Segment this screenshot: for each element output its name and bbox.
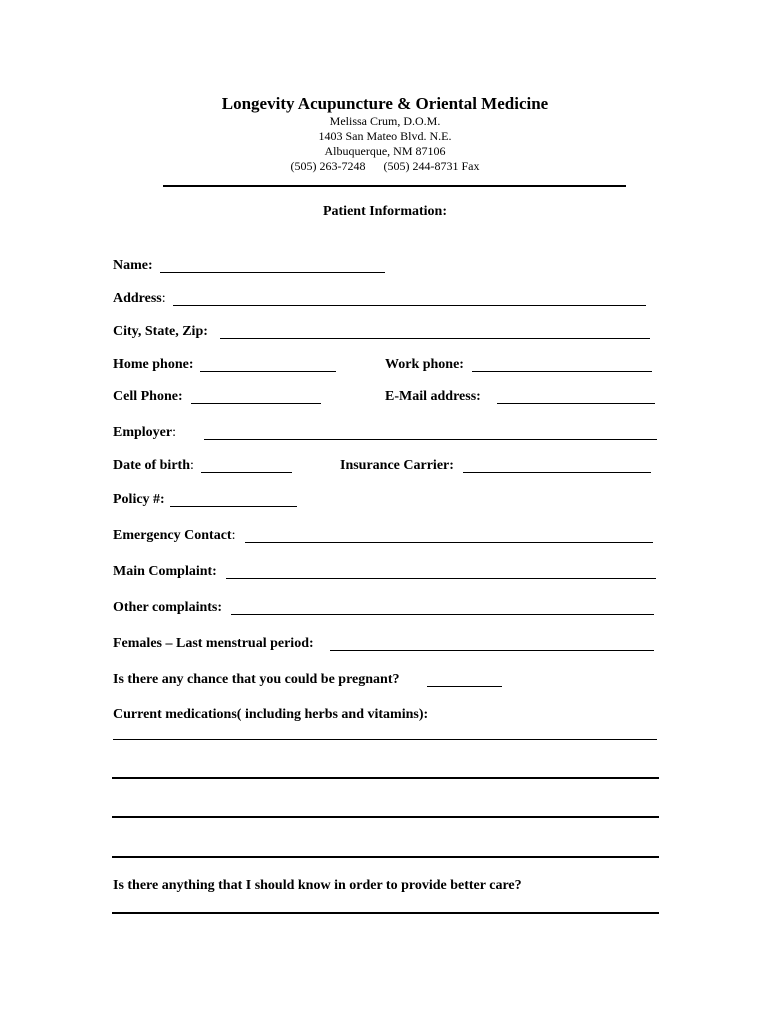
work-phone-field[interactable] bbox=[472, 371, 652, 372]
insurance-label: Insurance Carrier: bbox=[340, 458, 454, 473]
better-care-line[interactable] bbox=[112, 912, 659, 914]
pregnancy-question: Is there any chance that you could be pregnant? bbox=[113, 672, 400, 687]
fax-number: (505) 244-8731 Fax bbox=[383, 159, 480, 173]
header-divider bbox=[163, 185, 626, 187]
emergency-contact-field[interactable] bbox=[245, 542, 653, 543]
dob-label: Date of birth: bbox=[113, 458, 194, 473]
city-line: Albuquerque, NM 87106 bbox=[324, 144, 446, 158]
dob-field[interactable] bbox=[201, 472, 292, 473]
cell-phone-field[interactable] bbox=[191, 403, 321, 404]
insurance-field[interactable] bbox=[463, 472, 651, 473]
home-phone-label: Home phone: bbox=[113, 357, 194, 372]
phone-line bbox=[0, 159, 770, 174]
medications-line-3[interactable] bbox=[112, 816, 659, 818]
medications-line-1[interactable] bbox=[113, 739, 657, 740]
other-complaints-field[interactable] bbox=[231, 614, 654, 615]
section-title: Patient Information: bbox=[322, 204, 448, 219]
name-label: Name: bbox=[113, 258, 153, 273]
policy-field[interactable] bbox=[170, 506, 297, 507]
address-label: Address: bbox=[113, 291, 166, 306]
cell-phone-label: Cell Phone: bbox=[113, 389, 183, 404]
pregnancy-answer-field[interactable] bbox=[427, 686, 502, 687]
employer-field[interactable] bbox=[204, 439, 657, 440]
main-complaint-field[interactable] bbox=[226, 578, 656, 579]
lmp-label: Females – Last menstrual period: bbox=[113, 636, 314, 651]
email-label: E-Mail address: bbox=[385, 389, 481, 404]
city-state-zip-field[interactable] bbox=[220, 338, 650, 339]
practice-name: Longevity Acupuncture & Oriental Medicine bbox=[221, 94, 549, 113]
lmp-field[interactable] bbox=[330, 650, 654, 651]
better-care-question: Is there anything that I should know in order to provide better care? bbox=[113, 878, 522, 893]
policy-label: Policy #: bbox=[113, 492, 165, 507]
work-phone-label: Work phone: bbox=[385, 357, 464, 372]
office-phone: (505) 263-7248 bbox=[290, 159, 366, 173]
email-field[interactable] bbox=[497, 403, 655, 404]
street-address: 1403 San Mateo Blvd. N.E. bbox=[318, 129, 452, 143]
other-complaints-label: Other complaints: bbox=[113, 600, 223, 615]
medications-line-4[interactable] bbox=[112, 856, 659, 858]
employer-label: Employer: bbox=[113, 425, 176, 440]
emergency-contact-label: Emergency Contact: bbox=[113, 528, 236, 543]
practitioner-name: Melissa Crum, D.O.M. bbox=[329, 114, 441, 128]
city-state-zip-label: City, State, Zip: bbox=[113, 324, 208, 339]
medications-label: Current medications( including herbs and vitamins): bbox=[113, 707, 429, 722]
main-complaint-label: Main Complaint: bbox=[113, 564, 217, 579]
medications-line-2[interactable] bbox=[112, 777, 659, 779]
address-field[interactable] bbox=[173, 305, 646, 306]
home-phone-field[interactable] bbox=[200, 371, 336, 372]
name-field[interactable] bbox=[160, 272, 385, 273]
